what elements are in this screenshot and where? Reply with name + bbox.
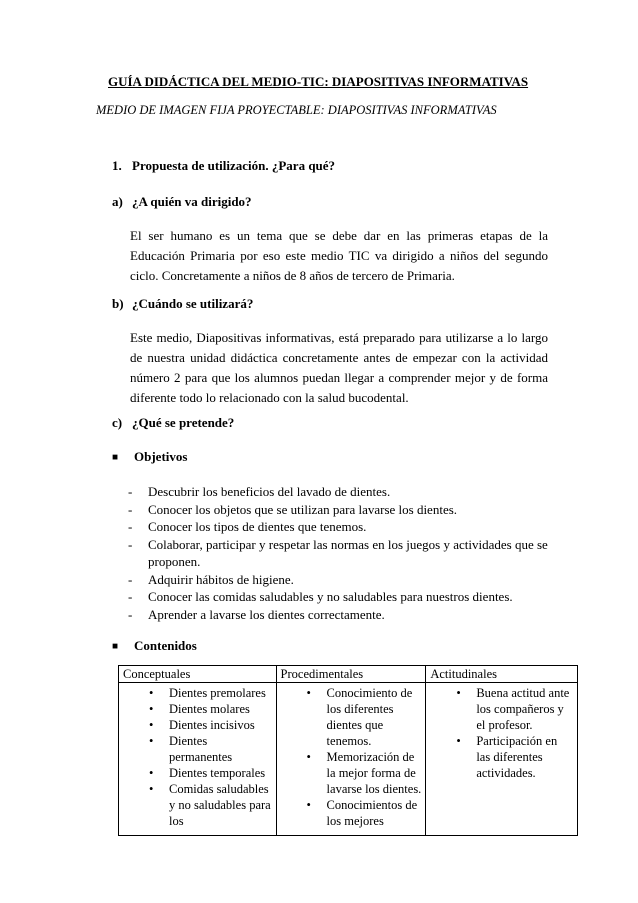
section-number: 1. <box>112 158 122 173</box>
list-item: • Dientes permanentes <box>149 734 233 764</box>
square-bullet-icon: ■ <box>112 641 119 652</box>
list-item: - Descubrir los beneficios del lavado de dientes. <box>128 484 391 499</box>
objetivos-label: Objetivos <box>134 449 188 464</box>
list-item: • Memorización de la mejor forma de lavarse los dientes. <box>306 750 422 796</box>
dash-bullet-icon: - <box>128 484 133 499</box>
bullet-dot-icon: • <box>306 750 311 764</box>
objetivos-heading <box>112 449 187 465</box>
paragraph-a: El ser humano es un tema que se debe dar en las primeras etapas de la Educación Primaria por eso este medio TIC va dirigido a niños del segundo ciclo. Concretamente a niños de 8 años de tercero de Primaria. <box>130 228 548 283</box>
bullet-dot-icon: • <box>149 766 154 780</box>
objetivos-list <box>128 483 558 623</box>
question-heading-b <box>112 296 253 312</box>
list-item: • Dientes incisivos <box>149 718 255 732</box>
section-heading-1 <box>112 158 335 174</box>
conceptuales-list <box>123 685 272 829</box>
question-label: ¿Qué se pretende? <box>132 415 235 430</box>
bullet-dot-icon: • <box>149 734 154 748</box>
list-item: - Conocer los tipos de dientes que tenemos. <box>128 519 367 534</box>
list-item: - Colaborar, participar y respetar las normas en los juegos y actividades que se proponen. <box>128 536 548 569</box>
question-heading-a <box>112 194 252 210</box>
question-label: ¿A quién va dirigido? <box>132 194 252 209</box>
bullet-dot-icon: • <box>149 686 154 700</box>
list-item: • Conocimiento de los diferentes dientes que tenemos. <box>306 686 413 748</box>
procedimentales-list <box>281 685 422 829</box>
section-label: Propuesta de utilización. ¿Para qué? <box>132 158 336 173</box>
bullet-dot-icon: • <box>456 686 461 700</box>
column-header-conceptuales: Conceptuales <box>119 666 277 683</box>
bullet-dot-icon: • <box>149 718 154 732</box>
bullet-dot-icon: • <box>149 782 154 796</box>
list-item: • Dientes premolares <box>149 686 266 700</box>
table-row <box>119 683 578 836</box>
dash-bullet-icon: - <box>128 501 133 517</box>
list-item: • Dientes molares <box>149 702 250 716</box>
question-letter: a) <box>112 194 123 209</box>
contenidos-heading <box>112 638 197 654</box>
question-letter: b) <box>112 296 124 311</box>
bullet-dot-icon: • <box>149 702 154 716</box>
question-label: ¿Cuándo se utilizará? <box>132 296 254 311</box>
document-title: GUÍA DIDÁCTICA DEL MEDIO-TIC: DIAPOSITIVAS INFORMATIVAS <box>108 74 529 89</box>
dash-bullet-icon: - <box>128 519 133 534</box>
list-item: • Dientes temporales <box>149 766 266 780</box>
contenidos-label: Contenidos <box>134 638 197 653</box>
contenidos-table <box>118 665 578 836</box>
dash-bullet-icon: - <box>128 589 133 604</box>
list-item: • Conocimientos de los mejores <box>306 798 418 828</box>
list-item: • Comidas saludables y no saludables para los <box>149 782 271 828</box>
question-heading-c <box>112 415 234 431</box>
paragraph-b: Este medio, Diapositivas informativas, está preparado para utilizarse a lo largo de nuestra unidad didáctica concretamente antes de empezar con la actividad número 2 para que los alumnos puedan llegar a comprender mejor y de forma diferente todo lo relacionado con la salud bucodental. <box>130 330 548 405</box>
list-item: • Buena actitud ante los compañeros y el profesor. <box>456 686 570 732</box>
objetivos-list-container <box>128 483 558 623</box>
list-item: - Conocer las comidas saludables y no saludables para nuestros dientes. <box>128 589 513 604</box>
list-item: - Adquirir hábitos de higiene. <box>128 571 294 587</box>
list-item: - Conocer los objetos que se utilizan para lavarse los dientes. <box>128 501 458 517</box>
column-header-procedimentales: Procedimentales <box>276 666 426 683</box>
column-header-actitudinales: Actitudinales <box>426 666 578 683</box>
list-item: • Participación en las diferentes actividades. <box>456 734 558 780</box>
dash-bullet-icon: - <box>128 536 133 552</box>
actitudinales-list <box>430 685 573 781</box>
bullet-dot-icon: • <box>306 798 311 812</box>
cell-conceptuales <box>119 683 277 836</box>
cell-procedimentales <box>276 683 426 836</box>
dash-bullet-icon: - <box>128 571 133 587</box>
bullet-dot-icon: • <box>456 734 461 748</box>
document-subtitle: MEDIO DE IMAGEN FIJA PROYECTABLE: DIAPOSITIVAS INFORMATIVAS <box>96 103 497 117</box>
question-letter: c) <box>112 415 123 430</box>
square-bullet-icon: ■ <box>112 452 119 463</box>
table-header-row <box>119 666 578 683</box>
cell-actitudinales <box>426 683 578 836</box>
dash-bullet-icon: - <box>128 606 133 622</box>
bullet-dot-icon: • <box>306 686 311 700</box>
list-item: - Aprender a lavarse los dientes correctamente. <box>128 606 385 622</box>
